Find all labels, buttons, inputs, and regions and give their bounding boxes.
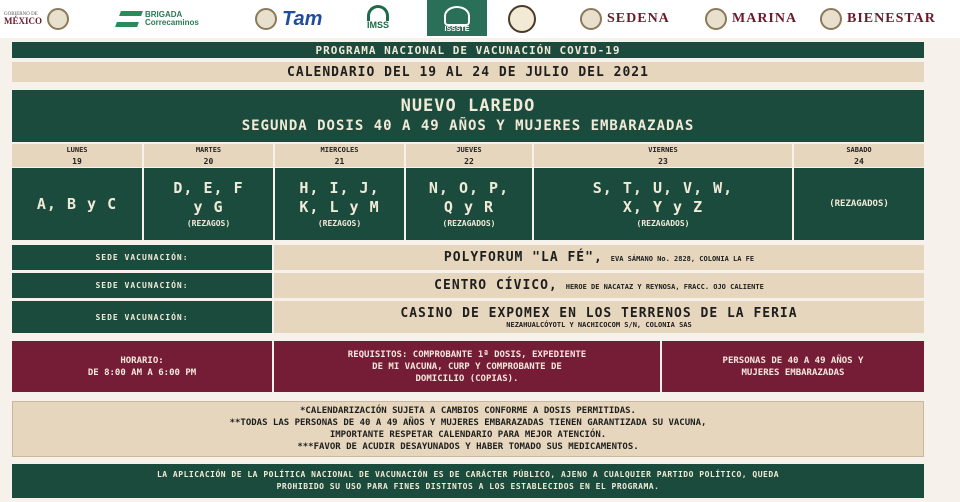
programa-title: PROGRAMA NACIONAL DE VACUNACIÓN COVID-19	[12, 42, 924, 58]
requisitos-block	[274, 341, 660, 392]
group-cell-lunes	[12, 168, 142, 240]
group-cell-sabado	[794, 168, 924, 240]
brigada-correcaminos-logo	[118, 5, 199, 33]
group-letters: H, I, J,	[299, 179, 380, 197]
day-number-22: 22	[406, 155, 532, 167]
logo-strip	[0, 0, 960, 38]
sede-label: SEDE VACUNACIÓN:	[12, 301, 272, 333]
sede-label: SEDE VACUNACIÓN:	[12, 273, 272, 298]
sedena-wordmark: SEDENA	[607, 11, 670, 26]
note-line: **TODAS LAS PERSONAS DE 40 A 49 AÑOS Y MUJERES EMBARAZADAS TIENEN GARANTIZADA SU VACUNA,	[229, 418, 707, 428]
issste-emblem-icon	[444, 6, 470, 26]
city-banner	[12, 90, 924, 142]
marina-wordmark: MARINA	[732, 11, 798, 26]
defensa-seal-icon	[508, 5, 536, 33]
brigada-line1: BRIGADA	[145, 10, 183, 19]
footer-line: LA APLICACIÓN DE LA POLÍTICA NACIONAL DE VACUNACIÓN ES DE CARÁCTER PÚBLICO, AJENO A CUALQUIER PARTIDO POLÍTICO, QUEDA	[156, 470, 780, 479]
group-letters-cont: Q y R	[443, 198, 495, 216]
personas-line: MUJERES EMBARAZADAS	[741, 367, 845, 378]
horario-value: DE 8:00 AM A 6:00 PM	[87, 367, 197, 378]
bienestar-logo	[820, 5, 936, 33]
brigada-line2: Correcaminos	[145, 18, 199, 27]
day-name-miercoles: MIERCOLES	[275, 144, 404, 155]
sede-label: SEDE VACUNACIÓN:	[12, 245, 272, 270]
group-note: (REZAGOS)	[317, 219, 362, 228]
day-name-sabado: SABADO	[794, 144, 924, 155]
requisitos-line: DE MI VACUNA, CURP Y COMPROBANTE DE	[372, 361, 562, 372]
defensa-seal-logo	[508, 5, 536, 33]
group-cell-miercoles	[275, 168, 404, 240]
day-number-21: 21	[275, 155, 404, 167]
sede-name: CASINO DE EXPOMEX EN LOS TERRENOS DE LA FERIA	[400, 305, 798, 321]
sede-address: NEZAHUALCÓYOTL Y NACHICOCOM S/N, COLONIA SAS	[506, 320, 692, 329]
day-number-19: 19	[12, 155, 142, 167]
calendario-title: CALENDARIO DEL 19 AL 24 DE JULIO DEL 2021	[12, 62, 924, 82]
bienestar-wordmark: BIENESTAR	[847, 11, 936, 26]
group-cell-viernes	[534, 168, 792, 240]
gobierno-mexico-logo	[4, 5, 69, 33]
coat-of-arms-icon	[47, 8, 69, 30]
footer-line: PROHIBIDO SU USO PARA FINES DISTINTOS A LOS ESTABLECIDOS EN EL PROGRAMA.	[276, 482, 660, 491]
group-letters-cont: K, L y M	[299, 198, 380, 216]
sede-value-centro-civico	[274, 273, 924, 298]
sede-name: CENTRO CÍVICO,	[434, 278, 558, 293]
group-note: (REZAGADOS)	[829, 199, 889, 209]
note-line: *CALENDARIZACIÓN SUJETA A CAMBIOS CONFORME A DOSIS PERMITIDAS.	[300, 406, 636, 416]
requisitos-line: DOMICILIO (COPIAS).	[415, 373, 519, 384]
correcaminos-icon	[115, 11, 143, 27]
group-note: (REZAGADOS)	[636, 219, 690, 228]
day-name-lunes: LUNES	[12, 144, 142, 155]
day-name-martes: MARTES	[144, 144, 273, 155]
group-letters: D, E, F	[173, 179, 244, 197]
tamaulipas-logo	[255, 5, 322, 33]
day-name-jueves: JUEVES	[406, 144, 532, 155]
marina-logo	[705, 5, 797, 33]
imss-eagle-icon	[367, 5, 389, 21]
note-line: IMPORTANTE RESPETAR CALENDARIO PARA MEJOR ATENCIÓN.	[329, 430, 607, 440]
day-number-20: 20	[144, 155, 273, 167]
day-number-24: 24	[794, 155, 924, 167]
imss-wordmark: IMSS	[367, 20, 390, 30]
sede-address: EVA SÁMANO No. 2828, COLONIA LA FE	[610, 255, 755, 263]
gobierno-line2: MÉXICO	[4, 16, 42, 26]
sedena-logo	[580, 5, 670, 33]
group-cell-martes	[144, 168, 273, 240]
group-cell-jueves	[406, 168, 532, 240]
group-note: (REZAGADOS)	[442, 219, 496, 228]
horario-label: HORARIO:	[120, 355, 164, 366]
marina-seal-icon	[705, 8, 727, 30]
requisitos-line: REQUISITOS: COMPROBANTE 1ª DOSIS, EXPEDIENTE	[347, 349, 587, 360]
personas-block	[662, 341, 924, 392]
city-title: NUEVO LAREDO	[400, 96, 536, 116]
group-letters-cont: y G	[193, 198, 224, 216]
notes-box	[12, 401, 924, 457]
issste-logo	[427, 0, 487, 36]
day-name-viernes: VIERNES	[534, 144, 792, 155]
gobierno-line1: GOBIERNO DE	[4, 12, 38, 17]
note-line: ***FAVOR DE ACUDIR DESAYUNADOS Y HABER TOMADO SUS MEDICAMENTOS.	[297, 442, 639, 452]
horario-block	[12, 341, 272, 392]
group-letters: A, B y C	[36, 194, 118, 213]
group-letters: S, T, U, V, W,	[592, 179, 734, 197]
imss-logo	[367, 5, 389, 33]
day-number-23: 23	[534, 155, 792, 167]
footer-disclaimer	[12, 464, 924, 498]
tamaulipas-seal-icon	[255, 8, 277, 30]
sede-value-expomex	[274, 301, 924, 333]
tam-wordmark: Tam	[282, 7, 323, 30]
sede-name: POLYFORUM "LA FÉ",	[443, 250, 603, 265]
group-note: (REZAGOS)	[186, 219, 231, 228]
group-letters-cont: X, Y y Z	[622, 198, 704, 216]
sedena-seal-icon	[580, 8, 602, 30]
personas-line: PERSONAS DE 40 A 49 AÑOS Y	[722, 355, 864, 366]
sede-value-polyforum	[274, 245, 924, 270]
group-letters: N, O, P,	[428, 179, 510, 197]
sede-address: HEROE DE NACATAZ Y REYNOSA, FRACC. OJO CALIENTE	[565, 283, 764, 291]
city-subtitle: SEGUNDA DOSIS 40 A 49 AÑOS Y MUJERES EMBARAZADAS	[241, 118, 695, 134]
issste-wordmark: ISSSTE	[444, 26, 470, 33]
bienestar-seal-icon	[820, 8, 842, 30]
